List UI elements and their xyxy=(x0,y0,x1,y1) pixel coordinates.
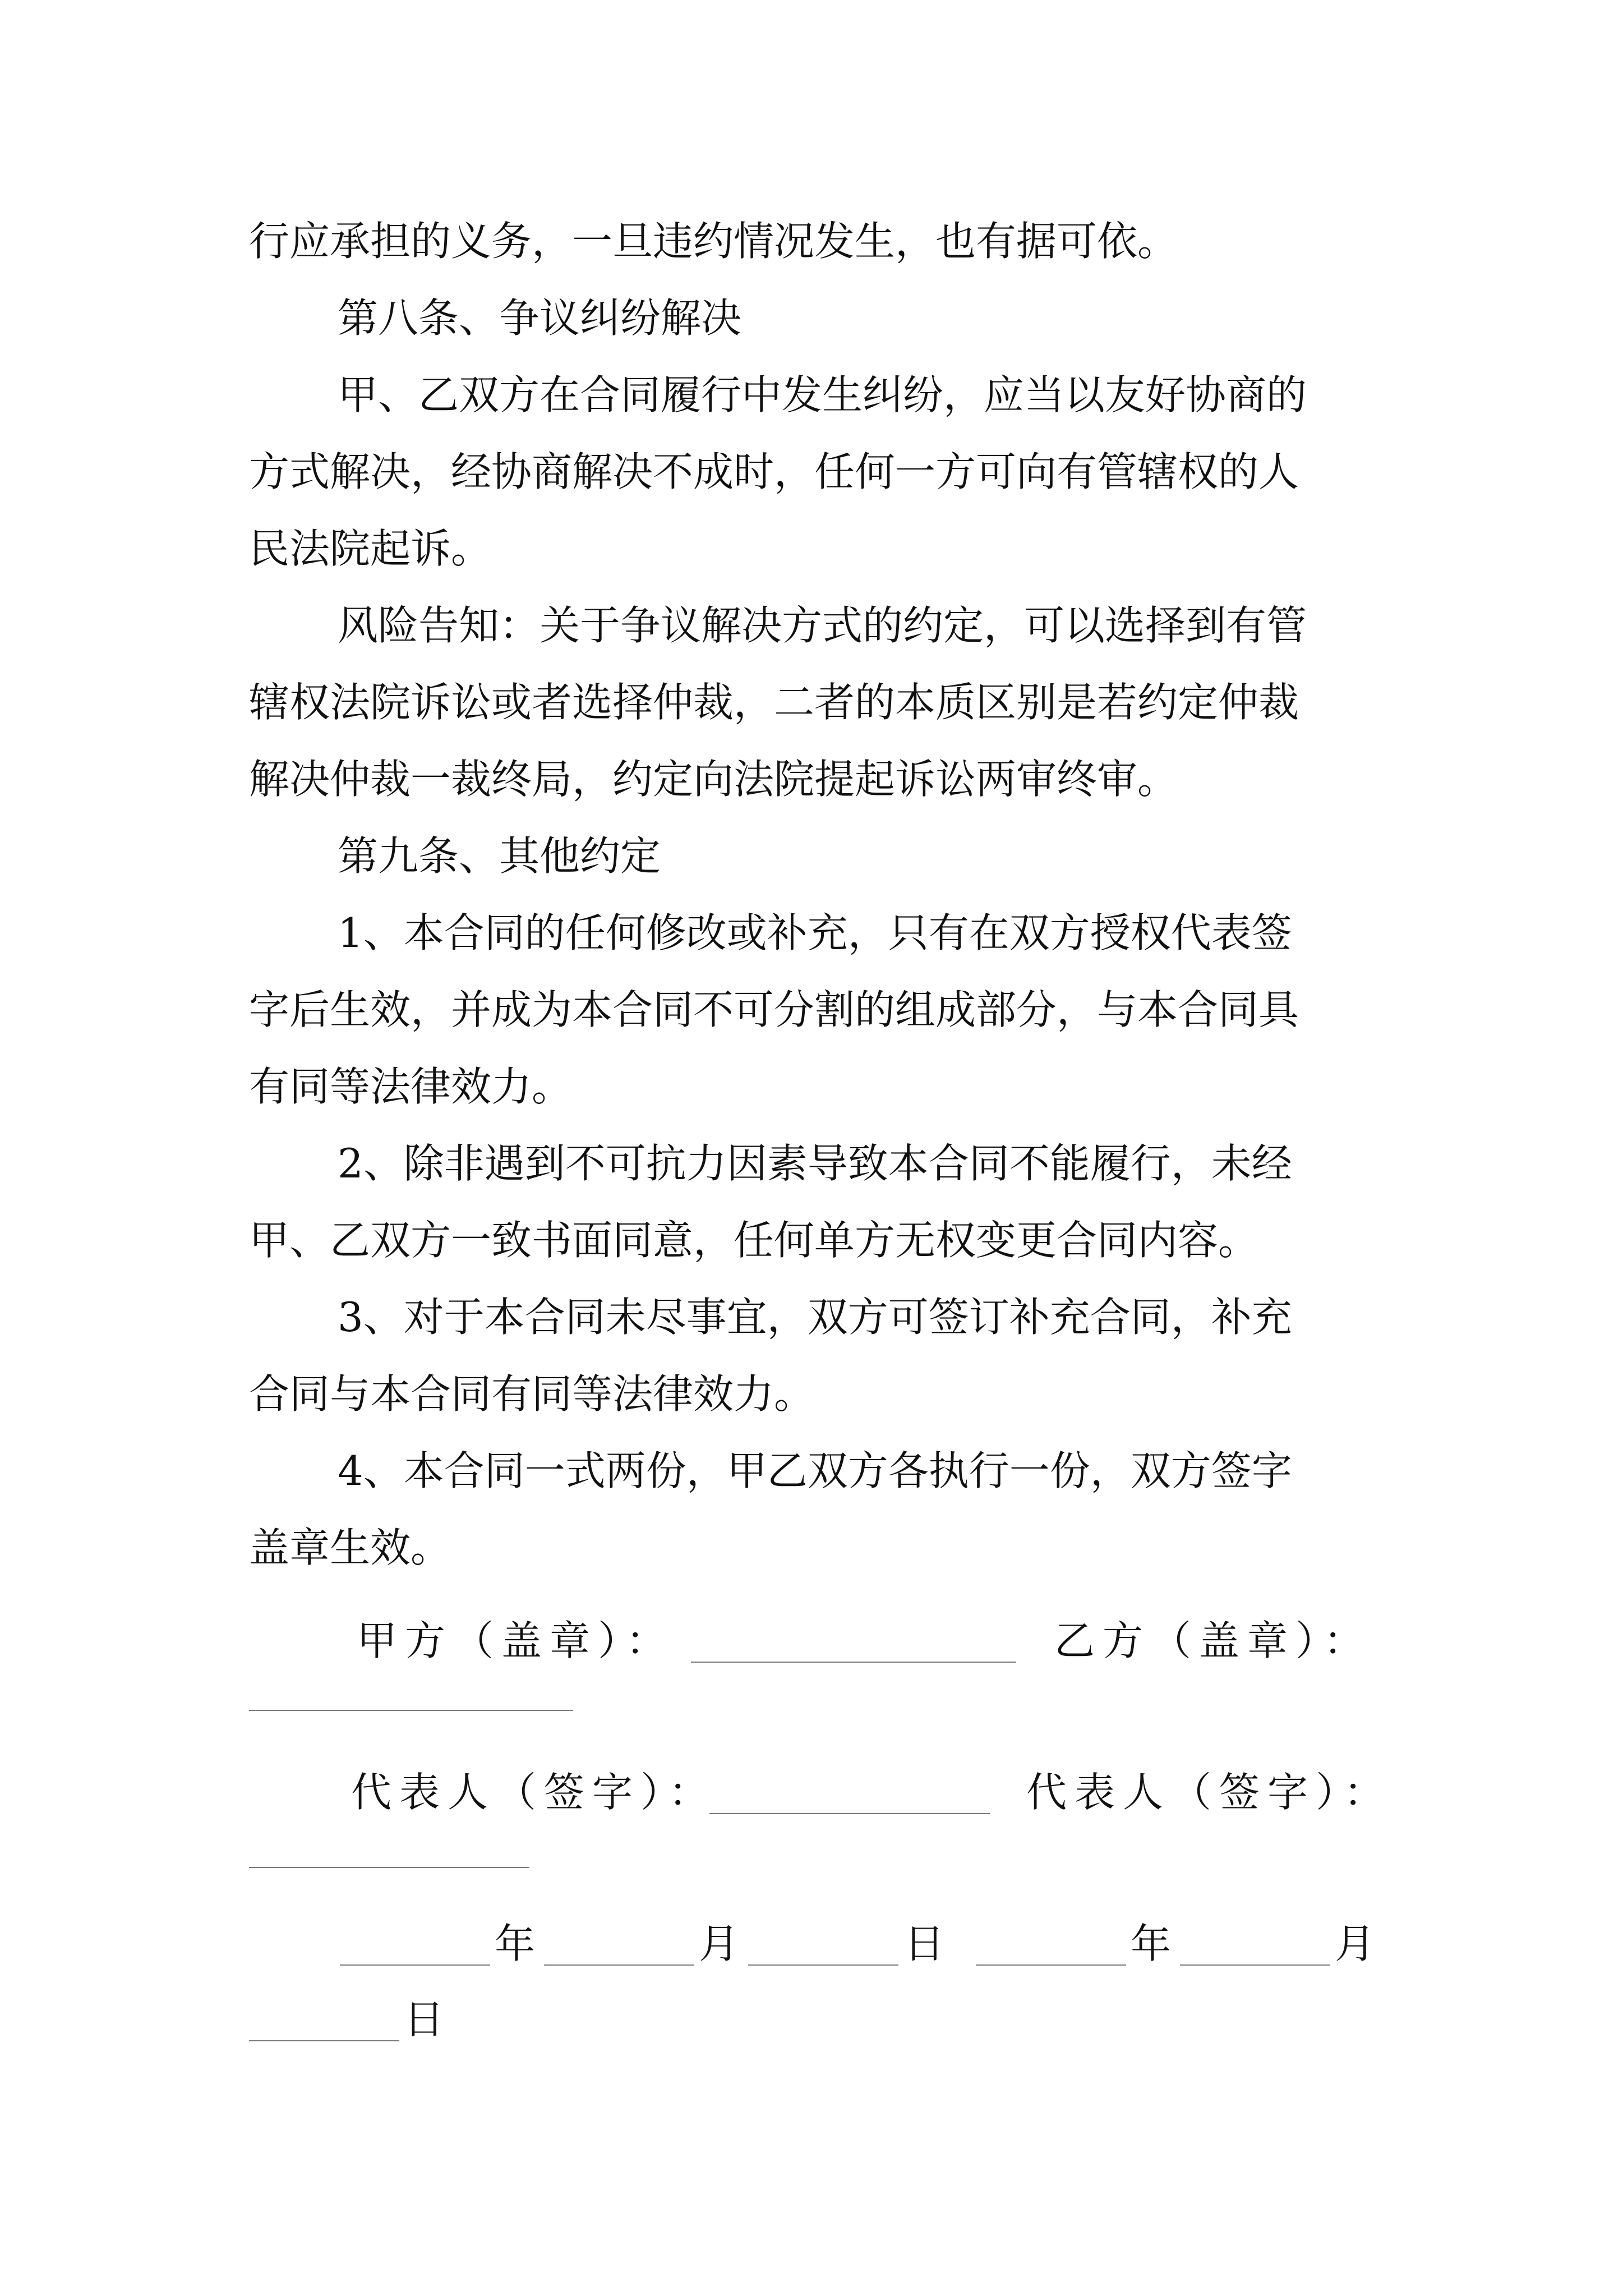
date-b-year-label: 年 xyxy=(1131,1920,1172,1967)
party-b-seal-label: 乙方（盖章）： xyxy=(1054,1617,1372,1664)
paragraph-7-line-1: 合同与本合同有同等法律效力。 xyxy=(249,1370,815,1418)
rep-b-label: 代表人（签字）： xyxy=(1026,1769,1393,1816)
party-a-seal-blank[interactable] xyxy=(691,1662,1016,1663)
paragraph-6-line-0: 2、除非遇到不可抗力因素导致本合同不能履行，未经 xyxy=(338,1140,1292,1187)
rep-b-signature-blank[interactable] xyxy=(249,1867,529,1868)
date-b-day-label: 日 xyxy=(404,1996,445,2043)
date-row xyxy=(0,1913,1623,1975)
paragraph-5-line-0: 1、本合同的任何修改或补充，只有在双方授权代表签 xyxy=(338,909,1292,956)
rep-a-label: 代表人（签字）： xyxy=(351,1769,717,1816)
party-a-seal-label: 甲方（盖章）： xyxy=(357,1617,675,1664)
paragraph-2-line-1: 方式解决，经协商解决不成时，任何一方可向有管辖权的人 xyxy=(249,448,1299,495)
date-b-month-label: 月 xyxy=(1335,1920,1376,1967)
paragraph-2-line-2: 民法院起诉。 xyxy=(249,525,492,572)
date-row-continued xyxy=(0,1989,1623,2050)
paragraph-3-line-0: 风险告知：关于争议解决方式的约定，可以选择到有管 xyxy=(338,602,1307,649)
paragraph-3-line-1: 辖权法院诉讼或者选择仲裁，二者的本质区别是若约定仲裁 xyxy=(249,679,1299,726)
date-a-day-label: 日 xyxy=(904,1920,945,1967)
date-a-day-blank[interactable] xyxy=(748,1964,898,1966)
date-a-month-blank[interactable] xyxy=(544,1964,694,1966)
paragraph-5-line-2: 有同等法律效力。 xyxy=(249,1063,573,1110)
date-a-year-label: 年 xyxy=(495,1920,536,1967)
date-a-month-label: 月 xyxy=(699,1920,740,1967)
party-b-seal-blank[interactable] xyxy=(249,1710,573,1711)
date-b-month-blank[interactable] xyxy=(1180,1964,1330,1966)
date-b-day-blank[interactable] xyxy=(249,2040,399,2041)
date-b-year-blank[interactable] xyxy=(976,1964,1126,1966)
paragraph-4-line-0: 第九条、其他约定 xyxy=(338,832,661,880)
paragraph-3-line-2: 解决仲裁一裁终局，约定向法院提起诉讼两审终审。 xyxy=(249,756,1178,803)
paragraph-0-line-0: 行应承担的义务，一旦违约情况发生，也有据可依。 xyxy=(249,218,1178,265)
paragraph-8-line-0: 4、本合同一式两份，甲乙双方各执行一份，双方签字 xyxy=(338,1447,1292,1494)
representative-row xyxy=(0,1761,1623,1823)
paragraph-8-line-1: 盖章生效。 xyxy=(249,1524,451,1571)
paragraph-6-line-1: 甲、乙双方一致书面同意，任何单方无权变更合同内容。 xyxy=(249,1217,1259,1264)
contract-body xyxy=(249,203,1382,1586)
rep-a-signature-blank[interactable] xyxy=(709,1813,990,1814)
date-a-year-blank[interactable] xyxy=(340,1964,490,1966)
seal-row xyxy=(0,1610,1623,1672)
paragraph-2-line-0: 甲、乙双方在合同履行中发生纠纷，应当以友好协商的 xyxy=(338,371,1307,418)
paragraph-7-line-0: 3、对于本合同未尽事宜，双方可签订补充合同，补充 xyxy=(338,1294,1292,1341)
paragraph-1-line-0: 第八条、争议纠纷解决 xyxy=(338,295,742,342)
paragraph-5-line-1: 字后生效，并成为本合同不可分割的组成部分，与本合同具 xyxy=(249,986,1299,1033)
